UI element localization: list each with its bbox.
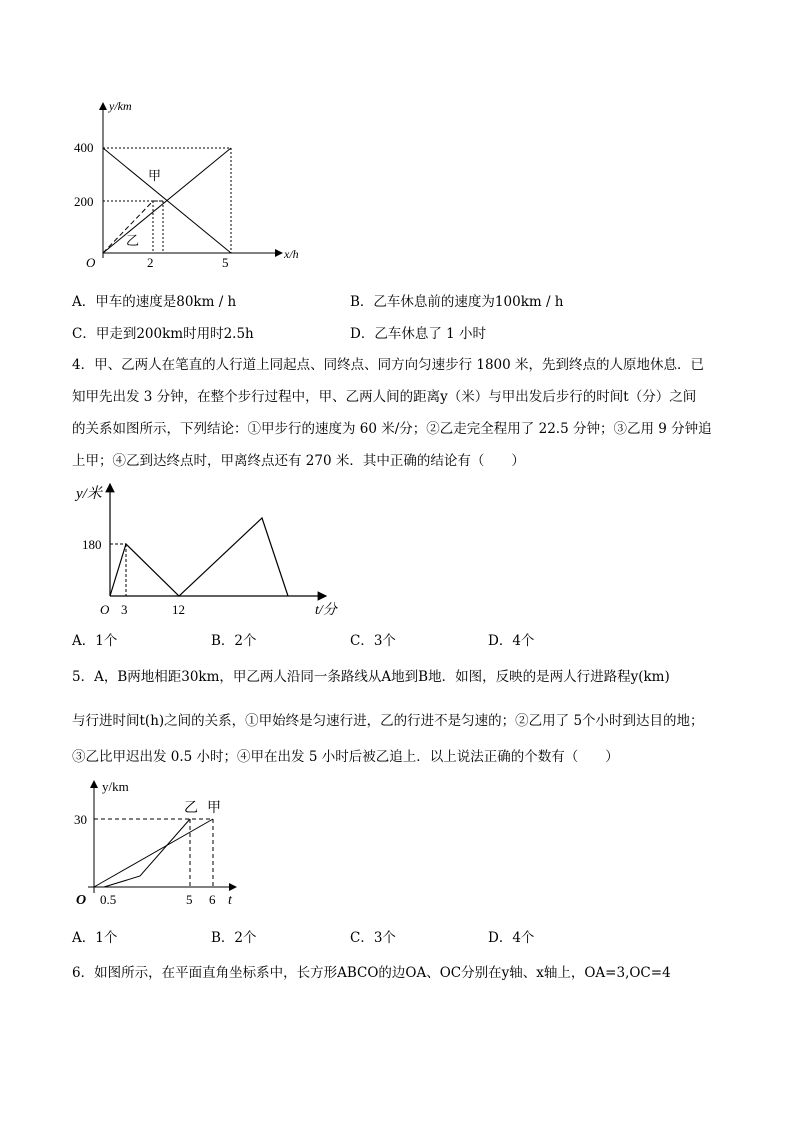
q3-option-c: C．甲走到200km时用时2.5h (72, 326, 254, 342)
graph-q5 (70, 775, 250, 910)
q4-option-b: B．2个 (211, 633, 257, 649)
q5-option-d: D．4个 (488, 930, 535, 946)
label-yi: 乙 (126, 233, 140, 248)
y-tick-180: 180 (82, 537, 102, 552)
q3-option-b: B．乙车休息前的速度为100km / h (350, 294, 564, 310)
distance-line (110, 518, 288, 596)
y-axis-label: y/km (109, 99, 132, 113)
q4-option-d: D．4个 (488, 633, 535, 649)
graph-q4 (70, 478, 360, 623)
q4-line-1: 4．甲、乙两人在笔直的人行道上同起点、同终点、同方向匀速步行 1800 米，先到终点的人原地休息．已 (72, 357, 705, 373)
x-tick-6: 6 (209, 892, 216, 907)
q4-option-a: A．1个 (72, 633, 118, 649)
q4-option-c: C．3个 (350, 633, 396, 649)
graph-q3 (60, 95, 310, 275)
q5-option-c: C．3个 (350, 930, 396, 946)
label-jia: 甲 (148, 168, 162, 183)
x-tick-0.5: 0.5 (100, 892, 117, 907)
x-axis-label: t/分 (315, 603, 337, 618)
y-tick-200: 200 (74, 194, 94, 209)
label-yi: 乙 (184, 801, 198, 816)
q3-option-d: D．乙车休息了 1 小时 (350, 326, 486, 342)
x-axis-label: x/h (284, 247, 299, 261)
x-tick-5: 5 (222, 255, 229, 270)
x-axis-label: t (228, 893, 232, 908)
y-tick-400: 400 (74, 140, 94, 155)
x-tick-2: 2 (147, 255, 154, 270)
q6-line-1: 6．如图所示，在平面直角坐标系中，长方形ABCO的边OA、OC分别在y轴、x轴上，OA=3,OC=4 (72, 965, 671, 981)
line-yi (104, 819, 190, 887)
origin-label: O (86, 255, 96, 270)
y-axis-label: y/米 (76, 486, 102, 502)
x-tick-5: 5 (186, 892, 193, 907)
x-tick-12: 12 (172, 602, 185, 617)
label-jia: 甲 (207, 801, 221, 816)
line-jia (94, 819, 213, 887)
origin-label: O (100, 602, 110, 617)
q4-line-2: 知甲先出发 3 分钟，在整个步行过程中，甲、乙两人间的距离y（米）与甲出发后步行的时间t（分）之间 (72, 389, 697, 405)
q4-line-3: 的关系如图所示，下列结论：①甲步行的速度为 60 米/分；②乙走完全程用了 22.5 分钟；③乙用 9 分钟追 (72, 421, 712, 437)
origin-label: O (76, 893, 87, 908)
y-tick-30: 30 (74, 812, 87, 827)
q4-line-4: 上甲；④乙到达终点时，甲离终点还有 270 米．其中正确的结论有（ ） (72, 453, 525, 469)
q5-option-b: B．2个 (211, 930, 257, 946)
q3-option-a: A．甲车的速度是80km / h (72, 294, 237, 310)
q5-line-3: ③乙比甲迟出发 0.5 小时；④甲在出发 5 小时后被乙追上．以上说法正确的个数有（ ） (72, 749, 619, 765)
q5-option-a: A．1个 (72, 930, 118, 946)
q5-line-1: 5．A，B两地相距30km，甲乙两人沿同一条路线从A地到B地．如图，反映的是两人行进路程y(km) (72, 669, 670, 685)
y-axis-label: y/km (102, 779, 129, 794)
q5-line-2: 与行进时间t(h)之间的关系，①甲始终是匀速行进，乙的行进不是匀速的；②乙用了 5个小时到达目的地； (72, 713, 704, 729)
x-tick-3: 3 (121, 602, 128, 617)
